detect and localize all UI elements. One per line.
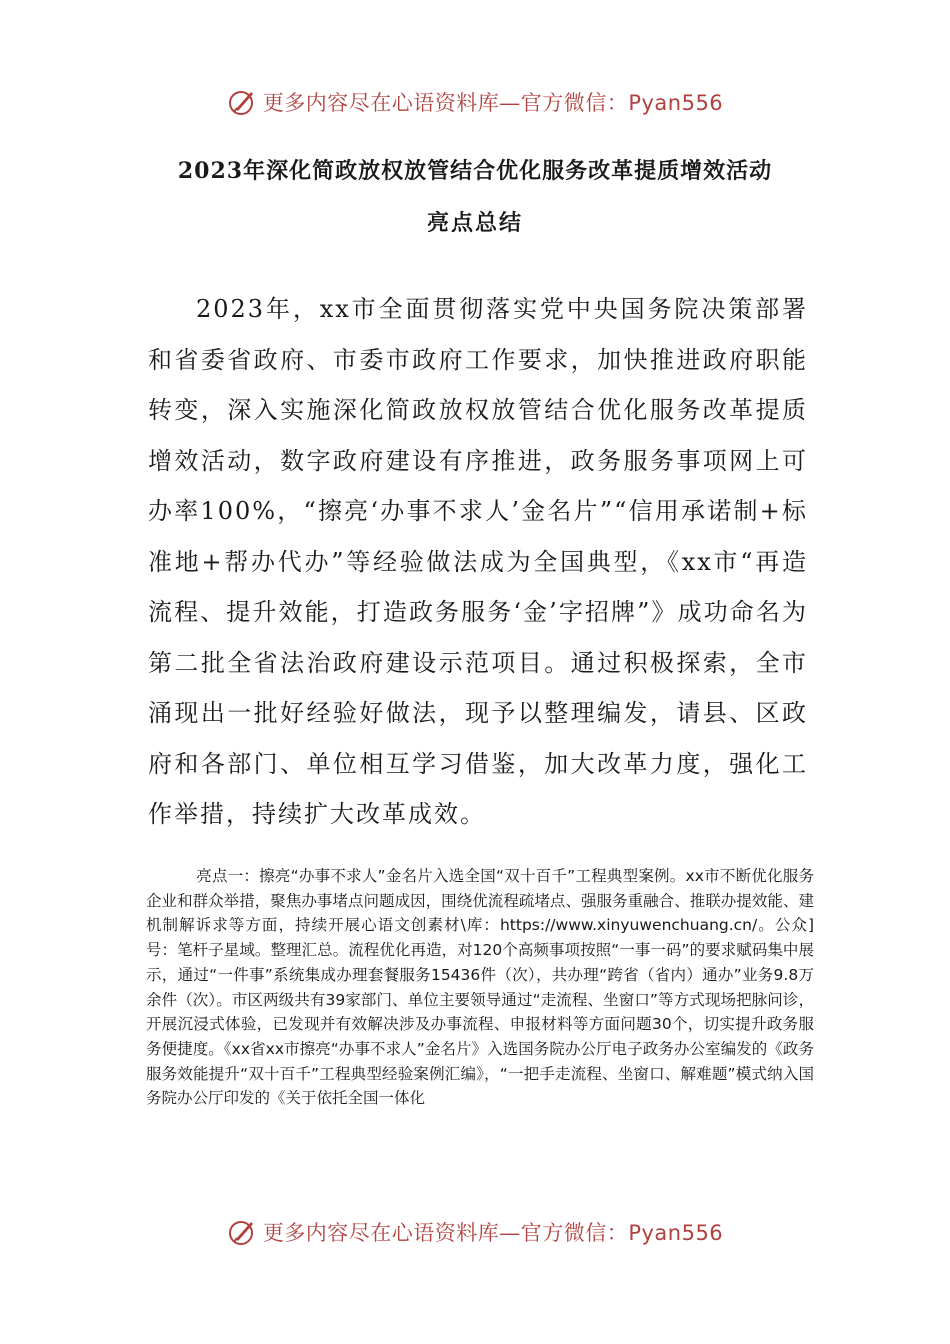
highlight-paragraph-text: 亮点一：擦亮“办事不求人”金名片入选全国“双十百千”工程典型案例。xx市不断优化服务企业和群众举措，聚焦办事堵点问题成因，围绕优流程疏堵点、强服务重融合、推联办提效能、建机制解诉求等方面，持续开展心语文创素材\库：https://www.xinyuwenchuang.cn/。公众]号：笔杆子星域。整理汇总。流程优化再造，对120个高频事项按照“一事一码”的要求赋码集中展示，通过“一件事”系统集成办理套餐服务15436件（次），共办理“跨省（省内）通办”业务9.8万余件（次）。市区两级共有39家部门、单位主要领导通过“走流程、坐窗口”等方式现场把脉问诊，开展沉浸式体验，已发现并有效解决涉及办事流程、申报材料等方面问题30个，切实提升政务服务便捷度。《xx省xx市擦亮“办事不求人”金名片》入选国务院办公厅电子政务办公室编发的《政务服务效能提升“双十百千”工程典型经验案例汇编》，“一把手走流程、坐窗口、解难题”模式纳入国务院办公厅印发的《关于依托全国一体化 [146, 867, 814, 1108]
watermark-banner-top [0, 82, 950, 122]
document-title-line-1: 2023年深化简政放权放管结合优化服务改革提质增效活动 [177, 158, 773, 184]
highlight-paragraph [146, 864, 814, 1111]
banner-text: 更多内容尽在心语资料库—官方微信：Pyan556 [262, 91, 724, 115]
intro-paragraph [148, 284, 808, 840]
quill-pen-logo-icon [227, 1217, 257, 1247]
wechat-id: Pyan556 [628, 91, 724, 115]
watermark-banner-bottom [0, 1212, 950, 1252]
quill-pen-logo-icon [227, 87, 257, 117]
document-title-line-2: 亮点总结 [426, 210, 523, 236]
wechat-id: Pyan556 [628, 1221, 724, 1245]
banner-text: 更多内容尽在心语资料库—官方微信：Pyan556 [262, 1221, 724, 1245]
intro-paragraph-text: 2023年，xx市全面贯彻落实党中央国务院决策部署和省委省政府、市委市政府工作要求，加快推进政府职能转变，深入实施深化简政放权放管结合优化服务改革提质增效活动，数字政府建设有序推进，政务服务事项网上可办率100%，“擦亮‘办事不求人’金名片”“信用承诺制+标准地+帮办代办”等经验做法成为全国典型，《xx市“再造流程、提升效能，打造政务服务‘金’字招牌”》成功命名为第二批全省法治政府建设示范项目。通过积极探索，全市涌现出一批好经验好做法，现予以整理编发，请县、区政府和各部门、单位相互学习借鉴，加大改革力度，强化工作举措，持续扩大改革成效。 [148, 295, 808, 828]
